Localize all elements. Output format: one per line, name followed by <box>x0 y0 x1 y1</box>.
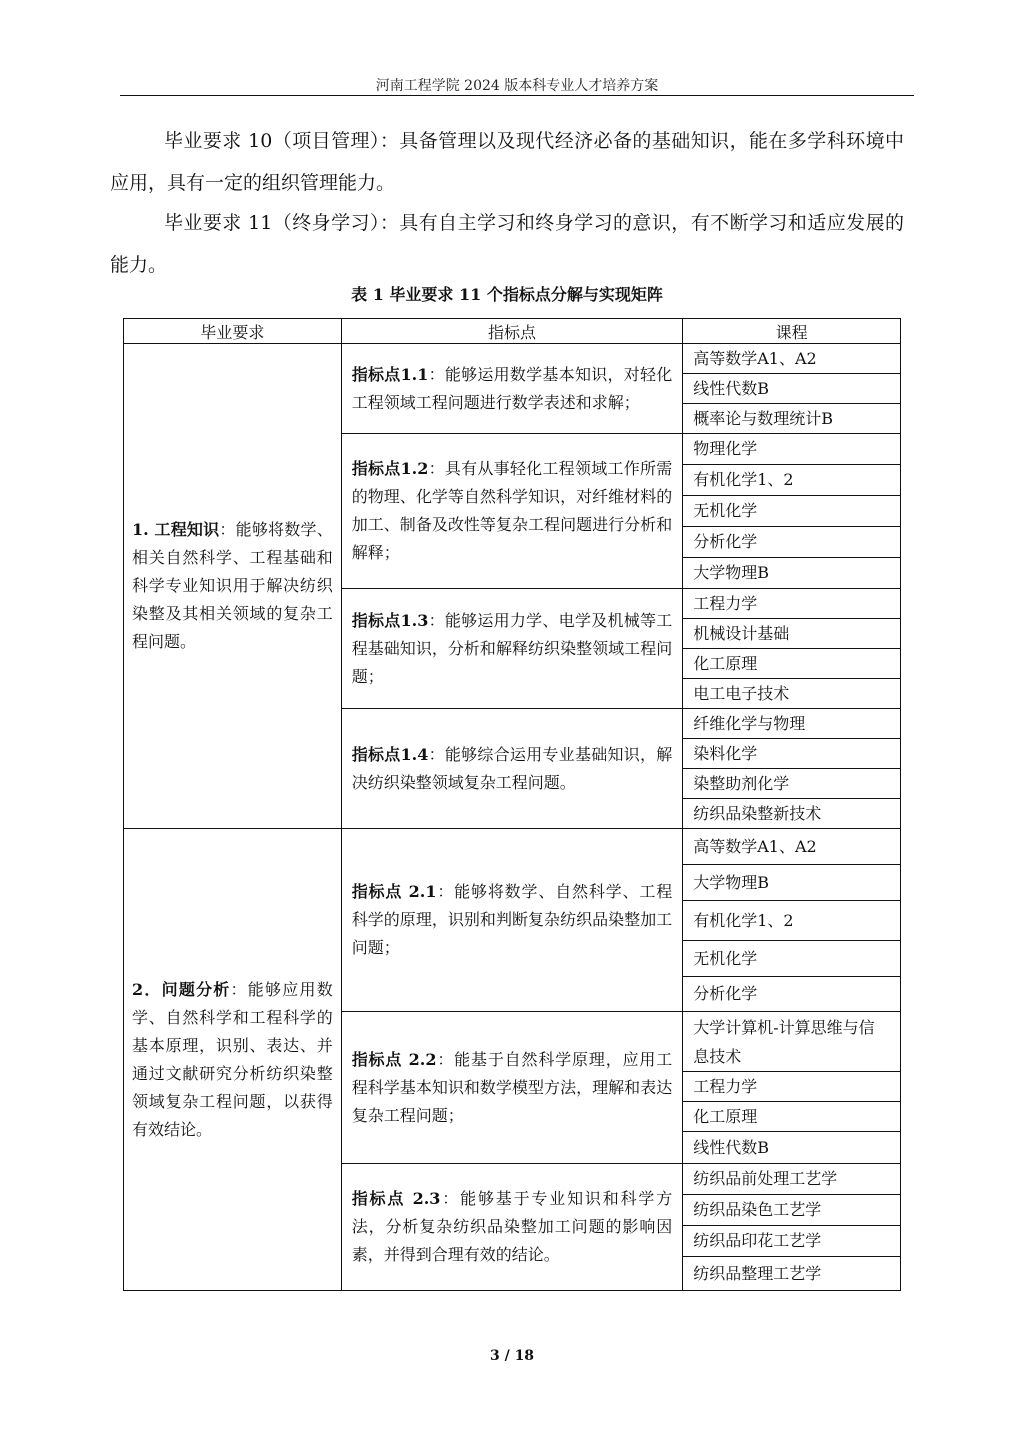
course-cell: 纺织品染色工艺学 <box>683 1195 901 1226</box>
indicator-matrix-table <box>123 318 901 1291</box>
indicator-text: ：具有从事轻化工程领域工作所需的物理、化学等自然科学知识，对纤维材料的加工、制备及改性等复杂工程问题进行分析和解释； <box>351 459 673 562</box>
course-cell: 无机化学 <box>683 941 901 977</box>
course-cell: 高等数学A1、A2 <box>683 344 901 374</box>
course-cell: 无机化学 <box>683 496 901 527</box>
course-cell: 纺织品整理工艺学 <box>683 1257 901 1291</box>
course-cell: 电工电子技术 <box>683 679 901 709</box>
table-row <box>124 344 901 374</box>
course-cell: 分析化学 <box>683 527 901 558</box>
indicator-cell-1-4 <box>341 709 683 829</box>
table-caption: 表 1 毕业要求 11 个指标点分解与实现矩阵 <box>351 285 663 304</box>
requirement-cell-1 <box>124 344 342 829</box>
indicator-text: ：能够基于专业知识和科学方法，分析复杂纺织品染整加工问题的影响因素，并得到合理有效的结论。 <box>351 1189 673 1264</box>
indicator-cell-2-2 <box>341 1012 683 1164</box>
indicator-label: 指标点 2.1 <box>351 882 437 901</box>
course-cell: 机械设计基础 <box>683 619 901 649</box>
course-cell: 纺织品印花工艺学 <box>683 1226 901 1257</box>
indicator-text: ：能够将数学、自然科学、工程科学的原理，识别和判断复杂纺织品染整加工问题； <box>351 882 673 957</box>
table-header-row <box>124 319 901 344</box>
course-cell: 染料化学 <box>683 739 901 769</box>
paragraph-requirement-11: 毕业要求 11（终身学习）：具有自主学习和终身学习的意识，有不断学习和适应发展的能力。 <box>110 212 904 276</box>
requirement-text: ：能够应用数学、自然科学和工程科学的基本原理，识别、表达、并通过文献研究分析纺织染整领域复杂工程问题，以获得有效结论。 <box>132 979 333 1139</box>
indicator-label: 指标点1.4 <box>351 744 429 764</box>
page-current: 3 <box>489 1348 500 1364</box>
course-cell: 染整助剂化学 <box>683 769 901 799</box>
course-cell: 化工原理 <box>683 1102 901 1132</box>
requirement-label: 2．问题分析 <box>132 979 231 999</box>
course-cell: 分析化学 <box>683 977 901 1012</box>
header-requirement: 毕业要求 <box>124 319 342 344</box>
course-cell: 纤维化学与物理 <box>683 709 901 739</box>
indicator-cell-2-1 <box>341 829 683 1012</box>
course-cell: 化工原理 <box>683 649 901 679</box>
course-cell: 纺织品前处理工艺学 <box>683 1164 901 1195</box>
indicator-cell-1-2 <box>341 434 683 589</box>
paragraph-requirement-10: 毕业要求 10（项目管理）：具备管理以及现代经济必备的基础知识，能在多学科环境中应用，具有一定的组织管理能力。 <box>110 130 904 194</box>
indicator-label: 指标点1.3 <box>351 610 429 630</box>
indicator-label: 指标点 2.2 <box>351 1049 437 1069</box>
course-cell: 大学物理B <box>683 558 901 589</box>
requirement-text: ：能够将数学、相关自然科学、工程基础和科学专业知识用于解决纺织染整及其相关领域的复杂工程问题。 <box>132 520 333 651</box>
requirement-label: 1. 工程知识 <box>132 520 220 539</box>
course-cell: 工程力学 <box>683 589 901 619</box>
indicator-cell-2-3 <box>341 1164 683 1291</box>
course-cell: 线性代数B <box>683 1132 901 1164</box>
indicator-text: ：能够运用力学、电学及机械等工程基础知识，分析和解释纺织染整领域工程问题； <box>351 610 673 686</box>
course-cell: 工程力学 <box>683 1072 901 1102</box>
header-course: 课程 <box>683 319 901 344</box>
header-rule <box>120 95 914 96</box>
course-cell: 有机化学1、2 <box>683 901 901 941</box>
course-cell: 有机化学1、2 <box>683 465 901 496</box>
indicator-text: ：能基于自然科学原理，应用工程科学基本知识和数学模型方法，理解和表达复杂工程问题； <box>351 1049 673 1125</box>
indicator-label: 指标点1.2 <box>351 459 429 478</box>
indicator-text: ：能够运用数学基本知识，对轻化工程领域工程问题进行数学表述和求解； <box>351 364 673 412</box>
indicator-cell-1-1 <box>341 344 683 434</box>
course-cell: 纺织品染整新技术 <box>683 799 901 829</box>
indicator-label: 指标点1.1 <box>351 364 429 384</box>
course-cell: 高等数学A1、A2 <box>683 829 901 865</box>
indicator-cell-1-3 <box>341 589 683 709</box>
page-header: 河南工程学院 2024 版本科专业人才培养方案 <box>375 78 659 94</box>
course-cell: 大学物理B <box>683 865 901 901</box>
page-total: 18 <box>514 1348 535 1364</box>
table-row <box>124 829 901 865</box>
page-number <box>0 1348 1024 1364</box>
page-separator: / <box>504 1348 510 1364</box>
course-cell: 物理化学 <box>683 434 901 465</box>
requirement-cell-2 <box>124 829 342 1291</box>
indicator-label: 指标点 2.3 <box>351 1189 441 1208</box>
course-cell: 概率论与数理统计B <box>683 404 901 434</box>
course-cell: 大学计算机-计算思维与信息技术 <box>683 1012 901 1072</box>
indicator-text: ：能够综合运用专业基础知识，解决纺织染整领域复杂工程问题。 <box>351 744 673 792</box>
course-cell: 线性代数B <box>683 374 901 404</box>
header-indicator: 指标点 <box>341 319 683 344</box>
